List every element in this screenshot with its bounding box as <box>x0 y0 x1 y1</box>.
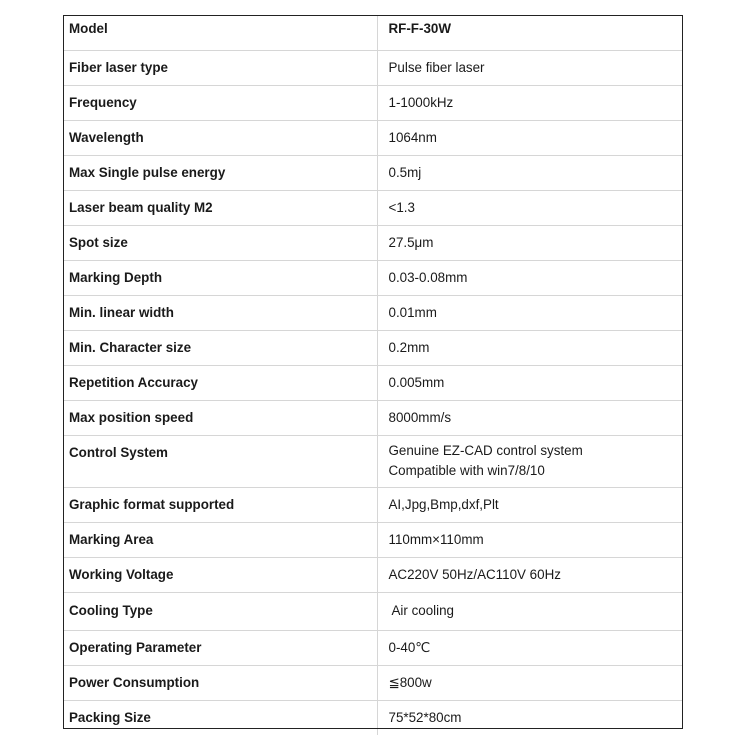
spec-value: AI,Jpg,Bmp,dxf,Plt <box>388 496 499 512</box>
spec-value: 0.2mm <box>388 339 430 355</box>
model-value: RF-F-30W <box>388 21 451 36</box>
spec-label: Repetition Accuracy <box>63 365 377 400</box>
spec-value: AC220V 50Hz/AC110V 60Hz <box>388 566 561 582</box>
spec-value: ≦800w <box>388 674 432 690</box>
spec-label: Marking Depth <box>63 260 377 295</box>
table-row <box>63 85 683 120</box>
spec-label: Spot size <box>63 225 377 260</box>
table-row <box>63 120 683 155</box>
table-row <box>63 190 683 225</box>
spec-value: 27.5μm <box>388 234 434 250</box>
spec-label: Laser beam quality M2 <box>63 190 377 225</box>
table-row <box>63 522 683 557</box>
table-row <box>63 592 683 630</box>
spec-value: 75*52*80cm <box>388 709 462 725</box>
spec-value: 0-40℃ <box>388 639 431 655</box>
spec-value: 0.005mm <box>388 374 445 390</box>
spec-value: 1-1000kHz <box>388 94 454 110</box>
spec-table <box>63 15 683 735</box>
spec-label: Operating Parameter <box>63 630 377 665</box>
table-row <box>63 630 683 665</box>
spec-label: Cooling Type <box>63 592 377 630</box>
model-label: Model <box>63 15 377 50</box>
table-row <box>63 665 683 700</box>
spec-value: Genuine EZ-CAD control system Compatible with win7/8/10 <box>388 443 583 478</box>
spec-value: 0.5mj <box>388 164 422 180</box>
spec-label: Frequency <box>63 85 377 120</box>
table-row <box>63 155 683 190</box>
spec-label: Working Voltage <box>63 557 377 592</box>
table-row <box>63 50 683 85</box>
spec-label: Fiber laser type <box>63 50 377 85</box>
spec-label: Power Consumption <box>63 665 377 700</box>
spec-label: Min. Character size <box>63 330 377 365</box>
spec-value: 0.01mm <box>388 304 437 320</box>
table-row <box>63 260 683 295</box>
spec-value: 1064nm <box>388 129 437 145</box>
spec-value: Pulse fiber laser <box>388 59 485 75</box>
spec-value: 0.03-0.08mm <box>388 269 468 285</box>
table-row <box>63 330 683 365</box>
table-row <box>63 435 683 487</box>
table-row <box>63 365 683 400</box>
table-header-row <box>63 15 683 50</box>
table-row <box>63 700 683 735</box>
spec-label: Marking Area <box>63 522 377 557</box>
spec-value: Air cooling <box>388 603 455 618</box>
spec-label: Min. linear width <box>63 295 377 330</box>
table-row <box>63 487 683 522</box>
table-row <box>63 295 683 330</box>
spec-label: Control System <box>63 435 377 487</box>
table-row <box>63 557 683 592</box>
table-row <box>63 225 683 260</box>
spec-label: Wavelength <box>63 120 377 155</box>
table-row <box>63 400 683 435</box>
spec-label: Max Single pulse energy <box>63 155 377 190</box>
spec-label: Graphic format supported <box>63 487 377 522</box>
spec-label: Max position speed <box>63 400 377 435</box>
spec-value: 8000mm/s <box>388 409 452 425</box>
spec-value: 110mm×110mm <box>388 531 484 547</box>
spec-value: <1.3 <box>388 199 415 215</box>
spec-label: Packing Size <box>63 700 377 735</box>
